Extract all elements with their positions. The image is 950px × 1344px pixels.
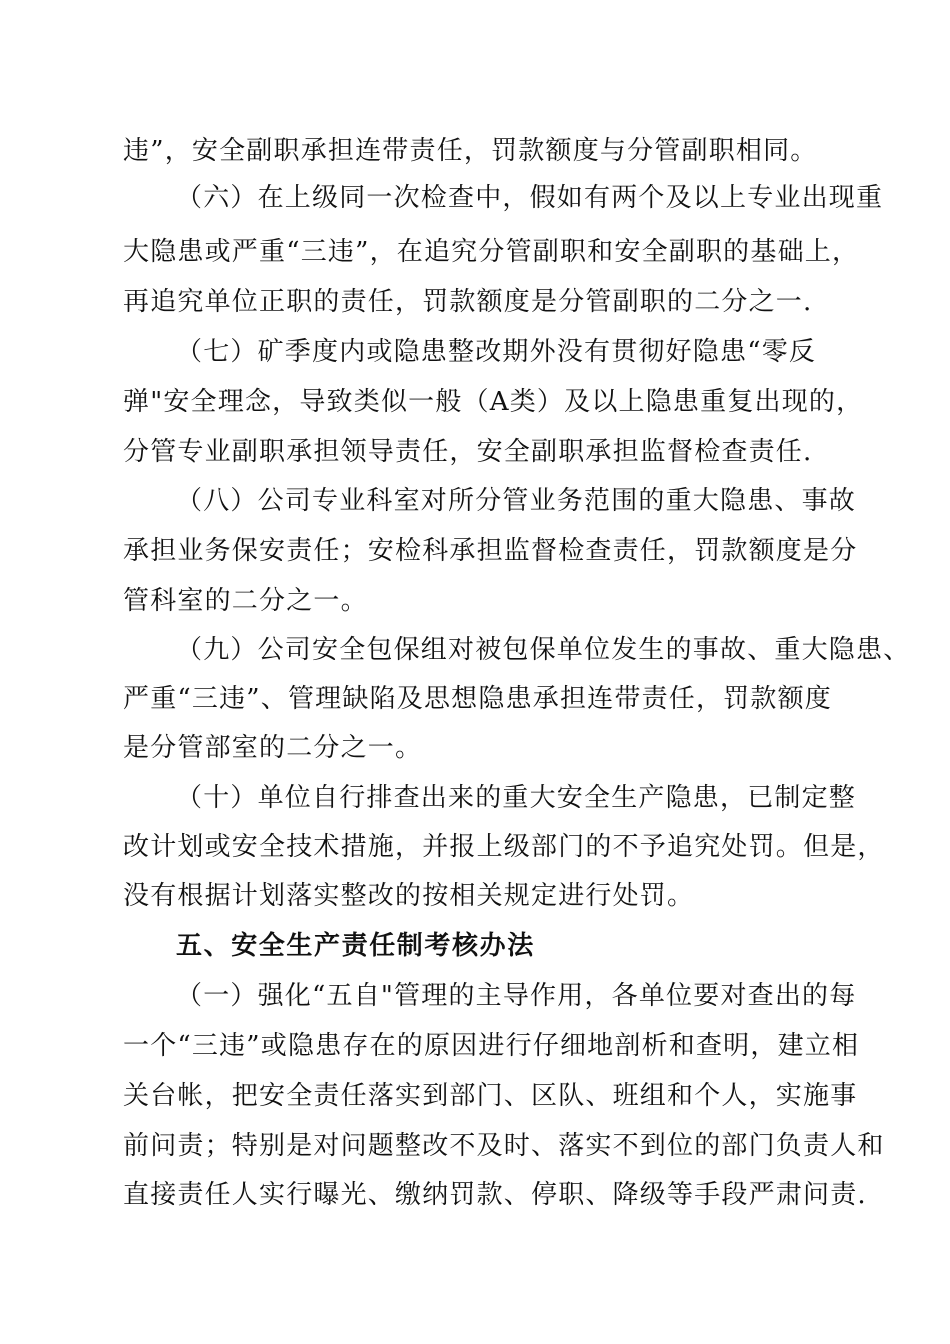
paragraph-9-start: （九）公司安全包保组对被包保单位发生的事故、重大隐患、 <box>176 635 911 665</box>
text-line: 一个“三违”或隐患存在的原因进行仔细地剖析和查明，建立相 <box>123 1031 860 1061</box>
text-line: 关台帐，把安全责任落实到部门、区队、班组和个人，实施事 <box>123 1081 858 1111</box>
text-line: 改计划或安全技术措施，并报上级部门的不予追究处罚。但是， <box>123 832 885 862</box>
paragraph-6-start: （六）在上级同一次检查中，假如有两个及以上专业出现重 <box>176 183 884 213</box>
text-line: 是分管部室的二分之一。 <box>123 733 423 763</box>
text-line: 再追究单位正职的责任，罚款额度是分管副职的二分之一. <box>123 287 813 317</box>
text-line: 弹"安全理念，导致类似一般（A类）及以上隐患重复出现的， <box>123 387 864 417</box>
text-line: 大隐患或严重“三违”，在追究分管副职和安全副职的基础上， <box>123 237 860 267</box>
text-line: 承担业务保安责任；安检科承担监督检查责任，罚款额度是分 <box>123 536 858 566</box>
text-line: 分管专业副职承担领导责任，安全副职承担监督检查责任. <box>123 437 813 467</box>
paragraph-8-start: （八）公司专业科室对所分管业务范围的重大隐患、事故 <box>176 486 857 516</box>
text-line: 管科室的二分之一。 <box>123 586 368 616</box>
text-line: 直接责任人实行曝光、缴纳罚款、停职、降级等手段严肃问责. <box>123 1180 867 1210</box>
text-line: 前问责；特别是对问题整改不及时、落实不到位的部门负责人和 <box>123 1131 885 1161</box>
text-line: 没有根据计划落实整改的按相关规定进行处罚。 <box>123 881 695 911</box>
section-heading: 五、安全生产责任制考核办法 <box>176 931 535 961</box>
paragraph-1-start: （一）强化“五自"管理的主导作用，各单位要对查出的每 <box>176 981 857 1011</box>
text-line: 严重“三违”、管理缺陷及思想隐患承担连带责任，罚款额度 <box>123 684 832 714</box>
paragraph-7-start: （七）矿季度内或隐患整改期外没有贯彻好隐患“零反 <box>176 337 817 367</box>
paragraph-10-start: （十）单位自行排查出来的重大安全生产隐患，已制定整 <box>176 783 857 813</box>
text-line: 违”，安全副职承担连带责任，罚款额度与分管副职相同。 <box>123 136 818 166</box>
